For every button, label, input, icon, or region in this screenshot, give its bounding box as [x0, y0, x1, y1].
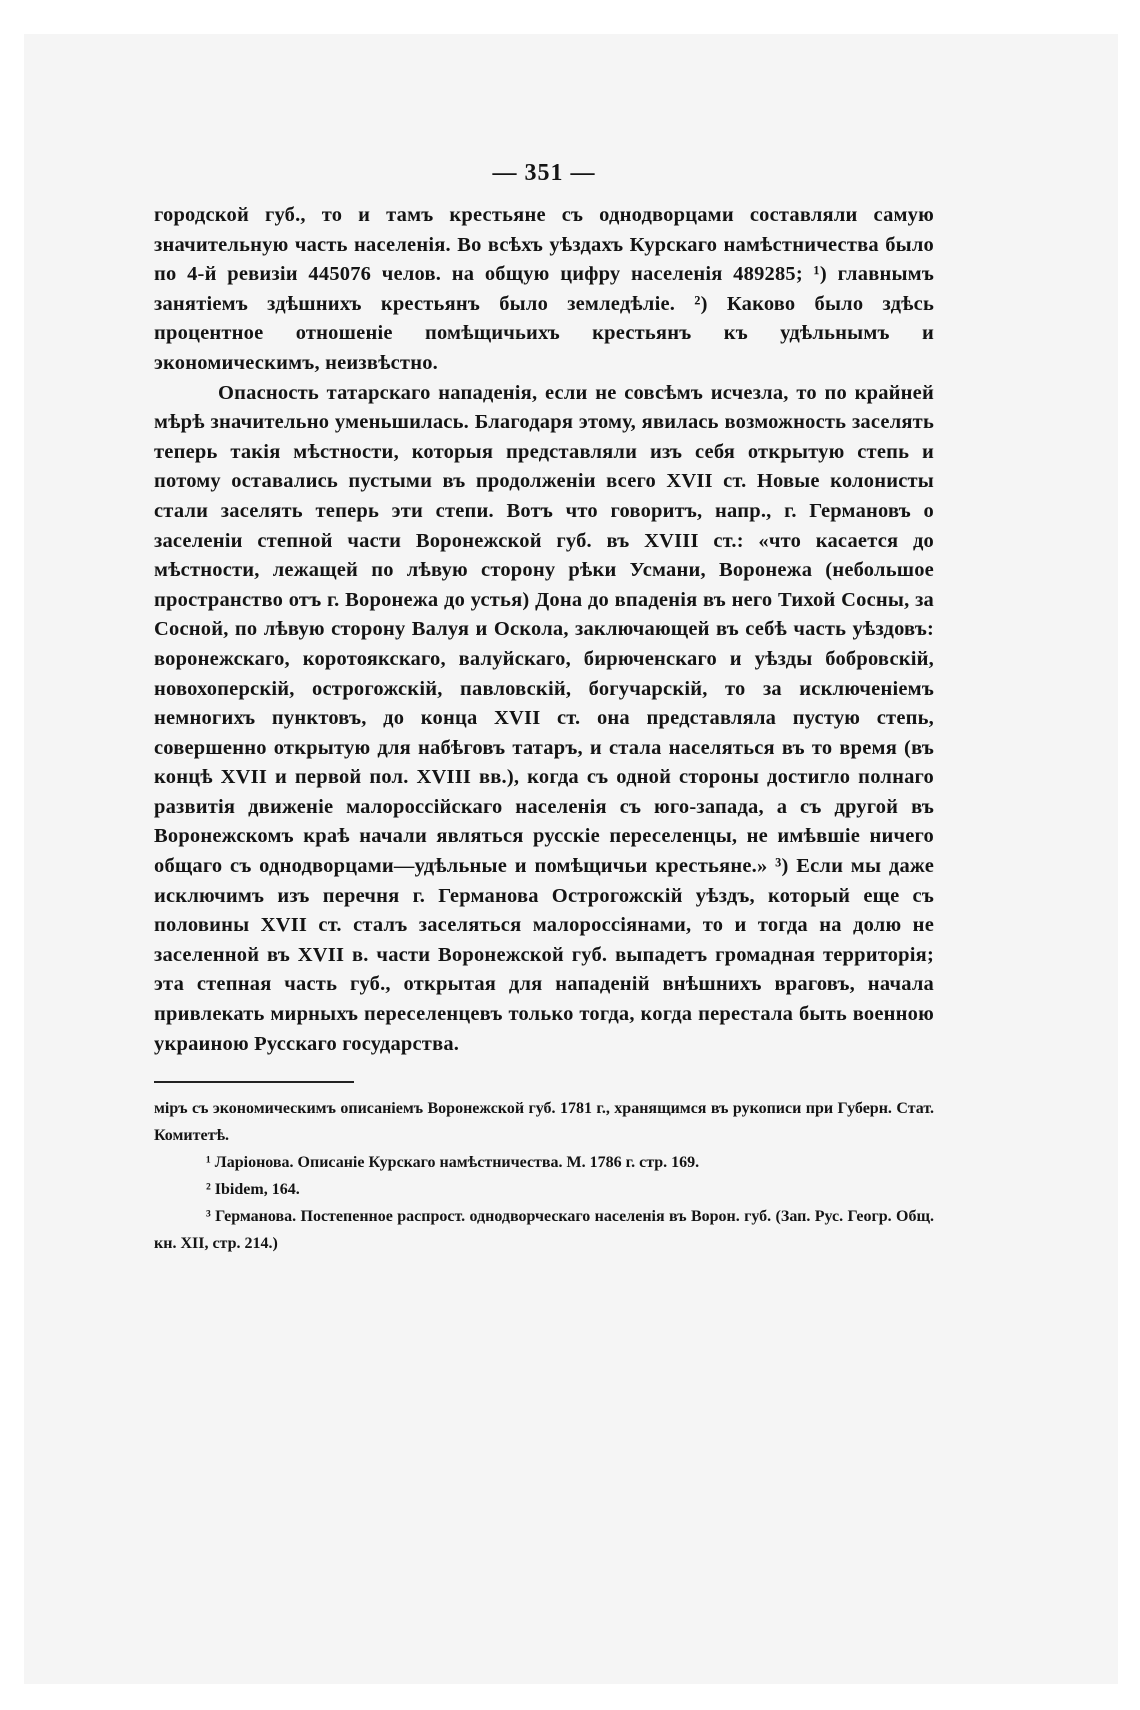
page-number: — 351 —: [492, 160, 596, 186]
paragraph-tatar-danger: Опасность татарскаго нападенія, если не совсѣмъ исчезла, то по крайней мѣрѣ значительно уменьшилась. Благодаря этому, явилась возможность заселять теперь такія мѣстности, которыя представляли изъ себя открытую степь и потому оставались пустыми въ продолженіи всего XVII ст. Новые колонисты стали заселять теперь эти степи. Вотъ что говоритъ, напр., г. Германовъ о заселеніи степной части Воронежской губ. въ XVIII ст.: «что касается до мѣстности, лежащей по лѣвую сторону рѣки Усмани, Воронежа (небольшое пространство отъ г. Воронежа до устья) Дона до впаденія въ него Тихой Сосны, за Сосной, по лѣвую сторону Валуя и Оскола, заключающей въ себѣ часть уѣздовъ: воронежскаго, коротоякскаго, валуйскаго, бирюченскаго и уѣзды бобровскій, новохоперскій, острогожскій, павловскій, богучарскій, то за исключеніемъ немногихъ пунктовъ, до конца XVII ст. она представляла пустую степь, совершенно открытую для набѣговъ татаръ, и стала населяться въ то время (въ концѣ XVII и первой пол. XVIII вв.), когда съ одной стороны достигло полнаго развитія движеніе малороссійскаго населенія съ юго-запада, а съ другой въ Воронежскомъ краѣ начали являться русскіе переселенцы, не имѣвшіе ничего общаго съ однодворцами—удѣльные и помѣщичьи крестьяне.» ³) Если мы даже исключимъ изъ перечня г. Германова Острогожскій уѣздъ, который еще съ половины XVII ст. сталъ заселяться малороссіянами, то и тогда на долю не заселенной въ XVII в. части Воронежской губ. выпадетъ громадная территорія; эта степная часть губ., открытая для нападеній внѣшнихъ враговъ, начала привлекать мирныхъ переселенцевъ только тогда, когда перестала быть военною украиною Русскаго государства.: [154, 381, 934, 1055]
page-content: [154, 160, 934, 1257]
footnote-continuation: міръ съ экономическимъ описаніемъ Воронежской губ. 1781 г., хранящимся въ рукописи при Губерн. Стат. Комитетѣ.: [154, 1100, 934, 1145]
footnote-1: ¹ Ларіонова. Описаніе Курскаго намѣстничества. М. 1786 г. стр. 169.: [206, 1154, 700, 1172]
footnote-separator: [154, 1081, 354, 1083]
footnote-3: ³ Германова. Постепенное распрост. однодворческаго населенія въ Ворон. губ. (Зап. Рус. Геогр. Общ. кн. XII, стр. 214.): [154, 1208, 934, 1253]
paragraph-continuation: городской губ., то и тамъ крестьяне съ однодворцами составляли самую значительную часть населенія. Во всѣхъ уѣздахъ Курскаго намѣстничества было по 4-й ревизіи 445076 челов. на общую цифру населенія 489285; ¹) главнымъ занятіемъ здѣшнихъ крестьянъ было земледѣліе. ²) Каково было здѣсь процентное отношеніе помѣщичьихъ крестьянъ къ удѣльнымъ и экономическимъ, неизвѣстно.: [154, 204, 934, 374]
footnote-2: ² Ibidem, 164.: [206, 1181, 300, 1199]
